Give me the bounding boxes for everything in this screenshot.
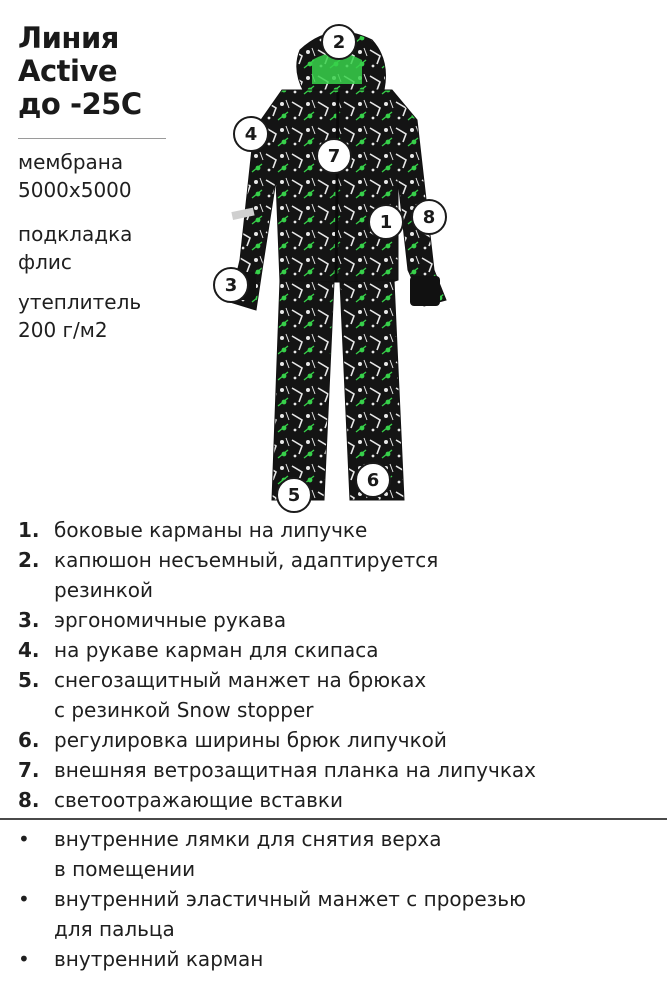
extra-text-line2: в помещении [54, 857, 196, 881]
list-item [18, 785, 658, 815]
extra-text [54, 824, 442, 884]
feature-text: на рукаве карман для скипаса [54, 638, 379, 662]
feature-text: внешняя ветрозащитная планка на липучках [54, 758, 536, 782]
list-item [18, 725, 658, 755]
spec-lining [18, 220, 132, 276]
callout-badge-3: 3 [213, 267, 249, 303]
feature-number: 1. [18, 518, 40, 542]
feature-text [54, 545, 658, 605]
spec-label: мембрана [18, 150, 124, 174]
extra-text-line1: внутренний эластичный манжет с прорезью [54, 887, 526, 911]
feature-number: 6. [18, 728, 40, 752]
extras-list [18, 824, 658, 974]
spec-label: подкладка [18, 222, 133, 246]
feature-text: регулировка ширины брюк липучкой [54, 728, 447, 752]
spec-membrane [18, 148, 132, 204]
title-block [18, 22, 168, 121]
feature-number: 7. [18, 758, 40, 782]
list-item [18, 944, 658, 974]
feature-number: 4. [18, 638, 40, 662]
feature-number: 3. [18, 608, 40, 632]
extra-text-line2: для пальца [54, 917, 175, 941]
list-item [18, 635, 658, 665]
callout-badge-5: 5 [276, 477, 312, 513]
product-line-title [18, 22, 168, 121]
feature-text-line2: резинкой [54, 578, 154, 602]
feature-text-line1: капюшон несъемный, адаптируется [54, 548, 439, 572]
bullet-icon: • [18, 887, 30, 911]
list-item [18, 884, 658, 944]
bullet-icon: • [18, 827, 30, 851]
extra-text: внутренний карман [54, 947, 264, 971]
callout-badge-1: 1 [368, 204, 404, 240]
bullet-icon: • [18, 947, 30, 971]
feature-text-line2: с резинкой Snow stopper [54, 698, 314, 722]
section-divider [0, 818, 667, 820]
feature-text: светоотражающие вставки [54, 788, 343, 812]
spec-value: 200 г/м2 [18, 318, 108, 342]
feature-number: 8. [18, 788, 40, 812]
feature-number: 2. [18, 548, 40, 572]
snow-jumpsuit-image [212, 20, 462, 510]
title-divider [18, 138, 166, 139]
title-line-2: Active [18, 54, 118, 88]
feature-text: эргономичные рукава [54, 608, 287, 632]
spec-value: флис [18, 250, 72, 274]
list-item [18, 605, 658, 635]
list-item [18, 824, 658, 884]
list-item [18, 755, 658, 785]
spec-label: утеплитель [18, 290, 142, 314]
extra-text-line1: внутренние лямки для снятия верха [54, 827, 442, 851]
callout-badge-4: 4 [233, 116, 269, 152]
feature-number: 5. [18, 668, 40, 692]
spec-value: 5000х5000 [18, 178, 132, 202]
title-line-1: Линия [18, 21, 119, 55]
feature-text-line1: снегозащитный манжет на брюках [54, 668, 427, 692]
feature-text: боковые карманы на липучке [54, 518, 368, 542]
list-item [18, 515, 658, 545]
list-item [18, 665, 658, 725]
spec-insulation [18, 288, 141, 344]
feature-list [18, 515, 658, 815]
extra-text [54, 884, 526, 944]
callout-badge-8: 8 [411, 199, 447, 235]
callout-badge-6: 6 [355, 462, 391, 498]
callout-badge-2: 2 [321, 24, 357, 60]
title-line-3: до -25С [18, 87, 142, 121]
callout-badge-7: 7 [316, 138, 352, 174]
feature-text [54, 665, 658, 725]
list-item [18, 545, 658, 605]
